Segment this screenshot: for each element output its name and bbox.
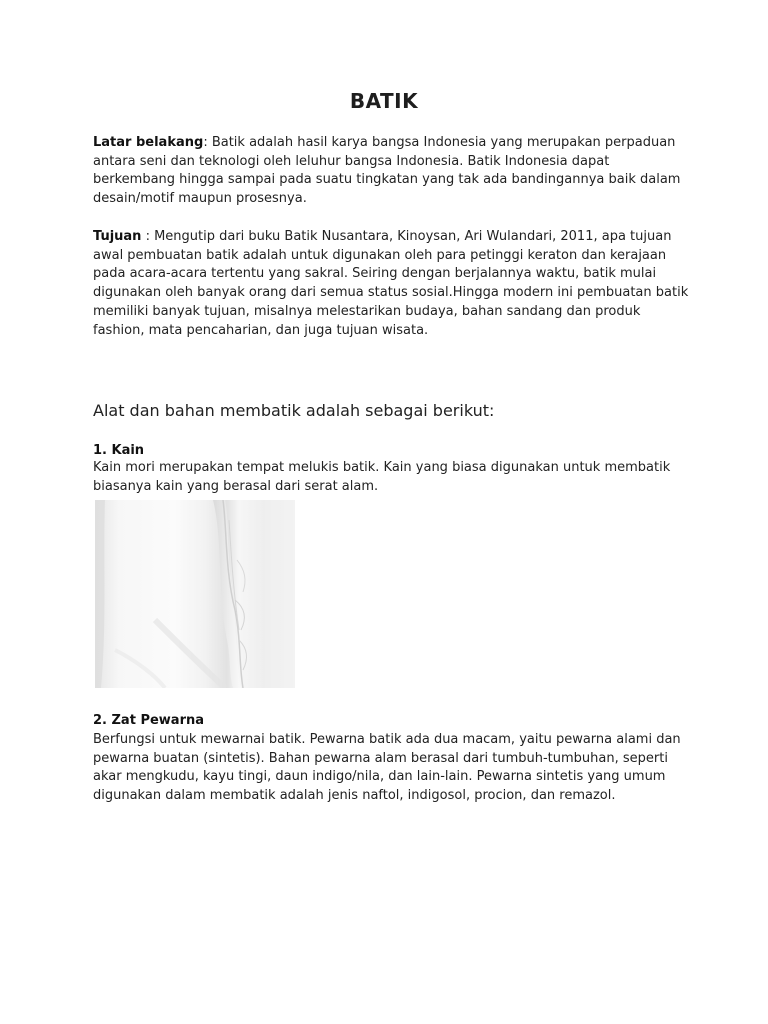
tujuan-text: : Mengutip dari buku Batik Nusantara, Kinoysan, Ari Wulandari, 2011, apa tujuan awal pembuatan batik adalah untuk digunakan oleh para petinggi keraton dan kerajaan pada acara-acara tertentu yang sakral. Seiring dengan berjalannya waktu, batik mulai digunakan oleh banyak orang dari semua status sosial.Hingga modern ini pembuatan batik memiliki banyak tujuan, misalnya melestarikan budaya, bahan sandang dan produk fashion, mata pencaharian, dan juga tujuan wisata. [93,229,689,338]
tujuan-paragraph [93,228,693,340]
latar-belakang-label: Latar belakang [93,135,204,150]
tujuan-label: Tujuan [93,229,142,244]
section-title: Alat dan bahan membatik adalah sebagai berikut: [93,401,495,420]
latar-belakang-paragraph [93,134,693,209]
document-title: BATIK [349,89,419,113]
latar-belakang-text: : Batik adalah hasil karya bangsa Indonesia yang merupakan perpaduan antara seni dan teknologi oleh leluhur bangsa Indonesia. Batik Indonesia dapat berkembang hingga sampai pada suatu tingkatan yang tak ada bandingannya baik dalam desain/motif maupun prosesnya. [93,135,681,207]
kain-heading: 1. Kain [93,443,145,458]
kain-paragraph: Kain mori merupakan tempat melukis batik. Kain yang biasa digunakan untuk membatik biasanya kain yang berasal dari serat alam. [93,460,671,494]
white-cloth-image [95,500,295,688]
zat-pewarna-heading: 2. Zat Pewarna [93,713,205,728]
zat-pewarna-paragraph: Berfungsi untuk mewarnai batik. Pewarna batik ada dua macam, yaitu pewarna alami dan pewarna buatan (sintetis). Bahan pewarna alam berasal dari tumbuh-tumbuhan, seperti akar mengkudu, kayu tingi, daun indigo/nila, dan lain-lain. Pewarna sintetis yang umum digunakan dalam membatik adalah jenis naftol, indigosol, procion, dan remazol. [93,732,681,804]
